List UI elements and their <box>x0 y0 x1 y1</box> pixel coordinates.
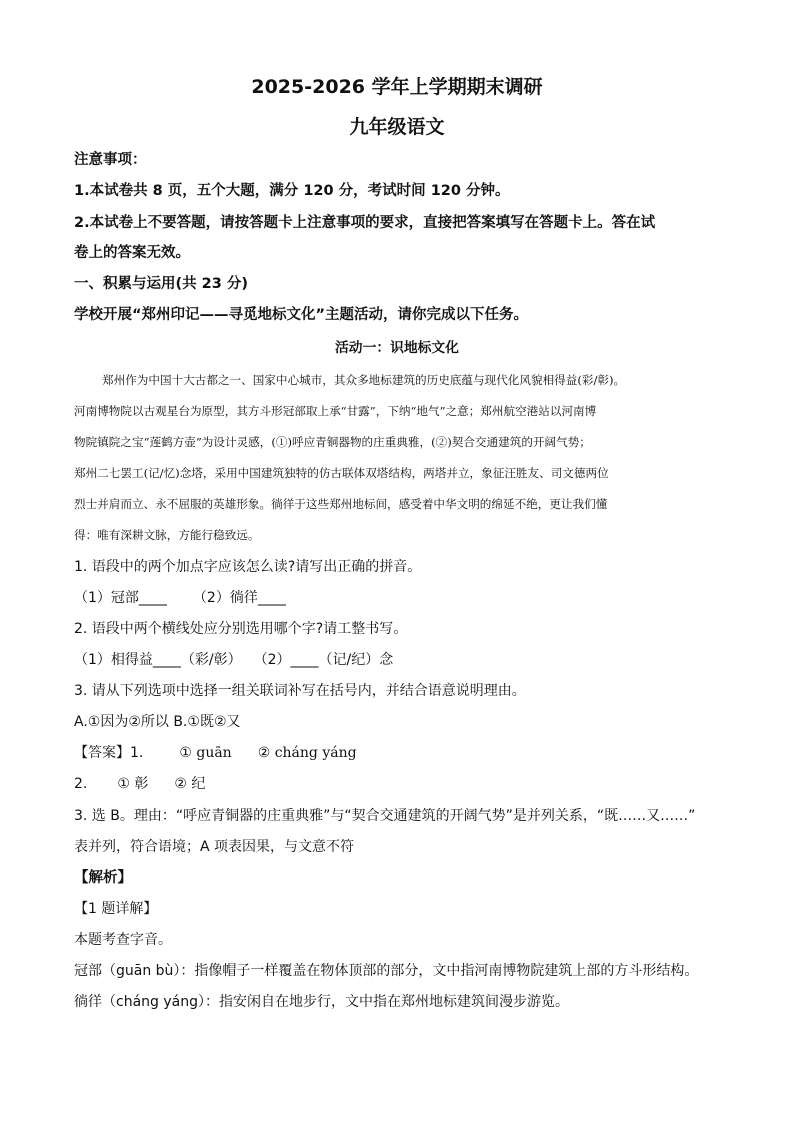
notice-item-2-line-2: 卷上的答案无效。 <box>74 245 190 261</box>
answer-label: 【答案】 <box>74 745 130 761</box>
passage-line: 郑州作为中国十大古都之一、国家中心城市，其众多地标建筑的历史底蕴与现代化风貌相得益(彩/彰)。 <box>102 373 626 387</box>
question-3: 3. 请从下列选项中选择一组关联词补写在括号内，并结合语意说明理由。 <box>74 683 526 699</box>
passage-line: 郑州二七罢工(记/忆)念塔，采用中国建筑独特的仿古联体双塔结构，两塔并立，象征汪胜友、司文德两位 <box>74 466 609 480</box>
answer-1-part-2: ② cháng yáng <box>257 745 357 761</box>
question-2: 2. 语段中两个横线处应分别选用哪个字?请工整书写。 <box>74 621 408 637</box>
analysis-line-1: 本题考查字音。 <box>74 932 172 948</box>
question-2-blanks <box>74 650 393 670</box>
activity-title: 活动一：识地标文化 <box>335 340 459 356</box>
answer-3-line-2: 表并列，符合语境；A 项表因果，与文意不符 <box>74 839 355 855</box>
answer-1-number: 1. <box>130 745 144 761</box>
answer-2-number: 2. <box>74 776 88 792</box>
answer-1 <box>74 743 357 763</box>
analysis-sub-label: 【1 题详解】 <box>74 901 158 917</box>
answer-2-part-2: ② 纪 <box>174 776 206 792</box>
exam-subtitle: 九年级语文 <box>349 116 445 138</box>
passage-line: 烈士并肩而立、永不屈服的英雄形象。徜徉于这些郑州地标间，感受着中华文明的绵延不绝，更让我们懂 <box>74 497 608 511</box>
exam-title: 2025-2026 学年上学期期末调研 <box>251 76 543 98</box>
passage-line: 得：唯有深耕文脉，方能行稳致远。 <box>74 528 260 542</box>
passage-line: 河南博物院以古观星台为原型，其方斗形冠部取上承“甘露”，下纳“地气”之意；郑州航空港站以河南博 <box>74 404 597 418</box>
question-1-blanks <box>74 588 286 608</box>
q1-blank-2: （2）徜徉____ <box>192 590 286 606</box>
analysis-line-3: 徜徉（cháng yáng）：指安闲自在地步行，文中指在郑州地标建筑间漫步游览。 <box>74 994 569 1010</box>
section-heading: 一、积累与运用(共 23 分) <box>74 276 249 292</box>
q1-blank-1: （1）冠部____ <box>74 590 167 606</box>
notice-heading: 注意事项： <box>74 152 147 168</box>
notice-item-2-line-1: 2.本试卷上不要答题，请按答题卡上注意事项的要求，直接把答案填写在答题卡上。答在试 <box>74 215 656 231</box>
question-3-options: A.①因为②所以 B.①既②又 <box>74 714 241 730</box>
notice-item-1: 1.本试卷共 8 页，五个大题，满分 120 分，考试时间 120 分钟。 <box>74 183 510 199</box>
answer-2 <box>74 774 205 794</box>
analysis-label: 【解析】 <box>74 870 132 886</box>
question-1: 1. 语段中的两个加点字应该怎么读?请写出正确的拼音。 <box>74 559 422 575</box>
q2-blank-1: （1）相得益____（彩/彰） <box>74 652 242 668</box>
analysis-line-2: 冠部（guān bù）：指像帽子一样覆盖在物体顶部的部分，文中指河南博物院建筑上部的方斗形结构。 <box>74 963 699 979</box>
passage-line: 物院镇院之宝“莲鹤方壶”为设计灵感，(①)呼应青铜器物的庄重典雅，(②)契合交通建筑的开阔气势； <box>74 435 591 449</box>
section-intro: 学校开展“郑州印记——寻觅地标文化”主题活动，请你完成以下任务。 <box>74 307 529 323</box>
q2-blank-2: （2）____（记/纪）念 <box>253 652 394 668</box>
answer-3-line-1: 3. 选 B。理由：“呼应青铜器的庄重典雅”与“契合交通建筑的开阔气势”是并列关系，“既……又……” <box>74 808 696 824</box>
answer-2-part-1: ① 彰 <box>117 776 149 792</box>
answer-1-part-1: ① guān <box>179 745 232 761</box>
